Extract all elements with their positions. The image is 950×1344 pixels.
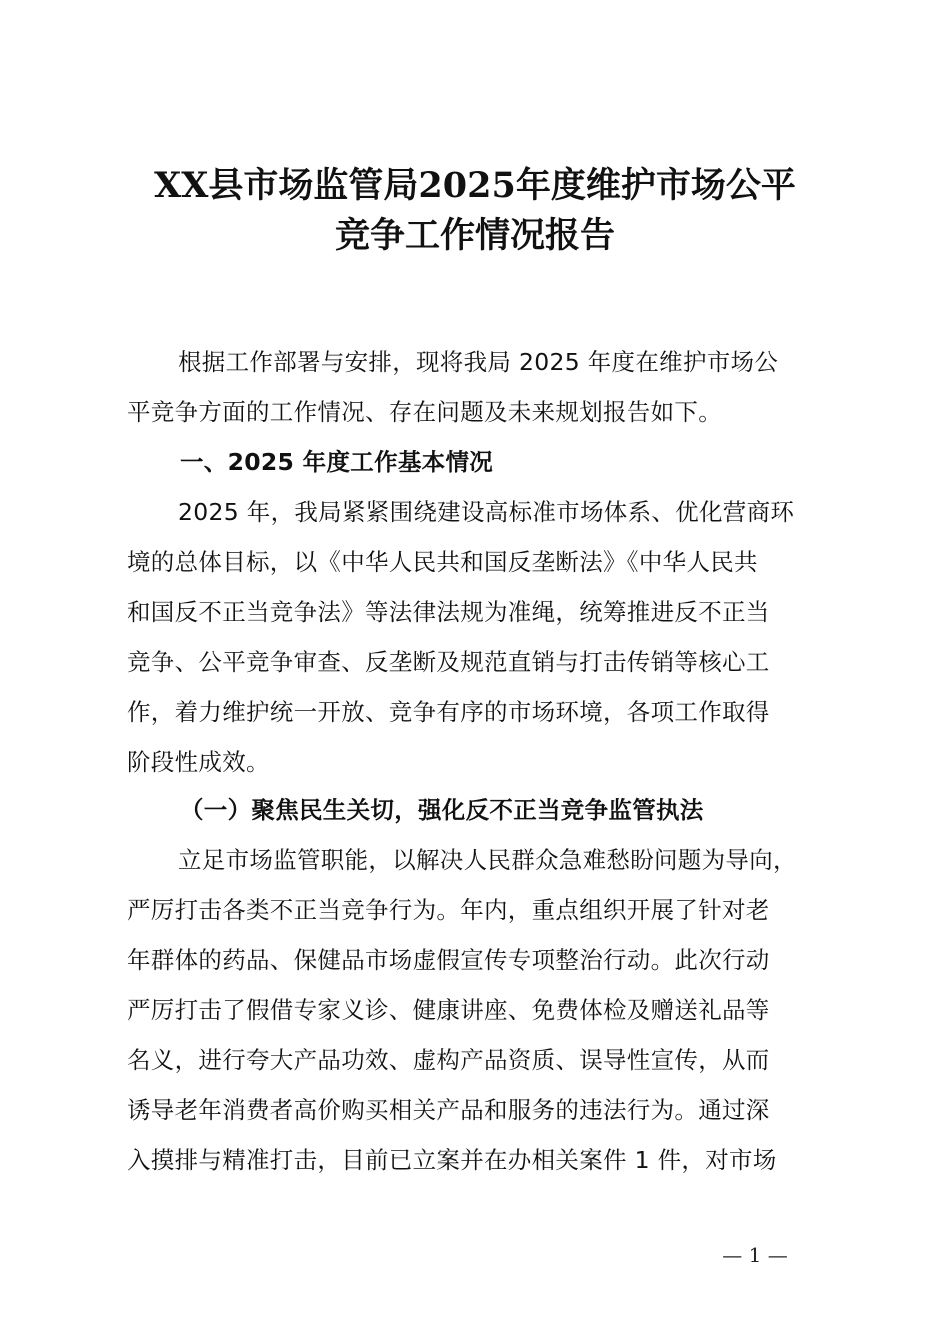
subsection-paragraph-line: 诱导老年消费者高价购买相关产品和服务的违法行为。通过深 — [127, 1096, 770, 1124]
intro-paragraph-line: 平竞争方面的工作情况、存在问题及未来规划报告如下。 — [127, 398, 722, 426]
intro-paragraph-line: 根据工作部署与安排，现将我局 2025 年度在维护市场公 — [178, 348, 779, 376]
subsection-paragraph-line: 严厉打击各类不正当竞争行为。年内，重点组织开展了针对老 — [127, 896, 770, 924]
section-paragraph-line: 作，着力维护统一开放、竞争有序的市场环境，各项工作取得 — [127, 698, 770, 726]
section-heading: 一、2025 年度工作基本情况 — [180, 448, 494, 476]
section-paragraph-line: 阶段性成效。 — [127, 748, 270, 776]
document-title-line-2: 竞争工作情况报告 — [334, 215, 615, 256]
subsection-paragraph-line: 立足市场监管职能，以解决人民群众急难愁盼问题为导向， — [178, 846, 797, 874]
subsection-paragraph-line: 名义，进行夸大产品功效、虚构产品资质、误导性宣传，从而 — [127, 1046, 770, 1074]
section-paragraph-line: 2025 年，我局紧紧围绕建设高标准市场体系、优化营商环 — [178, 498, 795, 526]
page-number: — 1 — — [722, 1243, 788, 1267]
subsection-paragraph-line: 年群体的药品、保健品市场虚假宣传专项整治行动。此次行动 — [127, 946, 770, 974]
section-paragraph-line: 境的总体目标，以《中华人民共和国反垄断法》《中华人民共 — [127, 548, 758, 576]
subsection-heading: （一）聚焦民生关切，强化反不正当竞争监管执法 — [180, 796, 704, 824]
section-paragraph-line: 和国反不正当竞争法》等法律法规为准绳，统筹推进反不正当 — [127, 598, 770, 626]
subsection-paragraph-line: 严厉打击了假借专家义诊、健康讲座、免费体检及赠送礼品等 — [127, 996, 770, 1024]
section-paragraph-line: 竞争、公平竞争审查、反垄断及规范直销与打击传销等核心工 — [127, 648, 770, 676]
subsection-paragraph-line: 入摸排与精准打击，目前已立案并在办相关案件 1 件，对市场 — [127, 1146, 777, 1174]
document-title-line-1: XX县市场监管局2025年度维护市场公平 — [154, 165, 796, 206]
